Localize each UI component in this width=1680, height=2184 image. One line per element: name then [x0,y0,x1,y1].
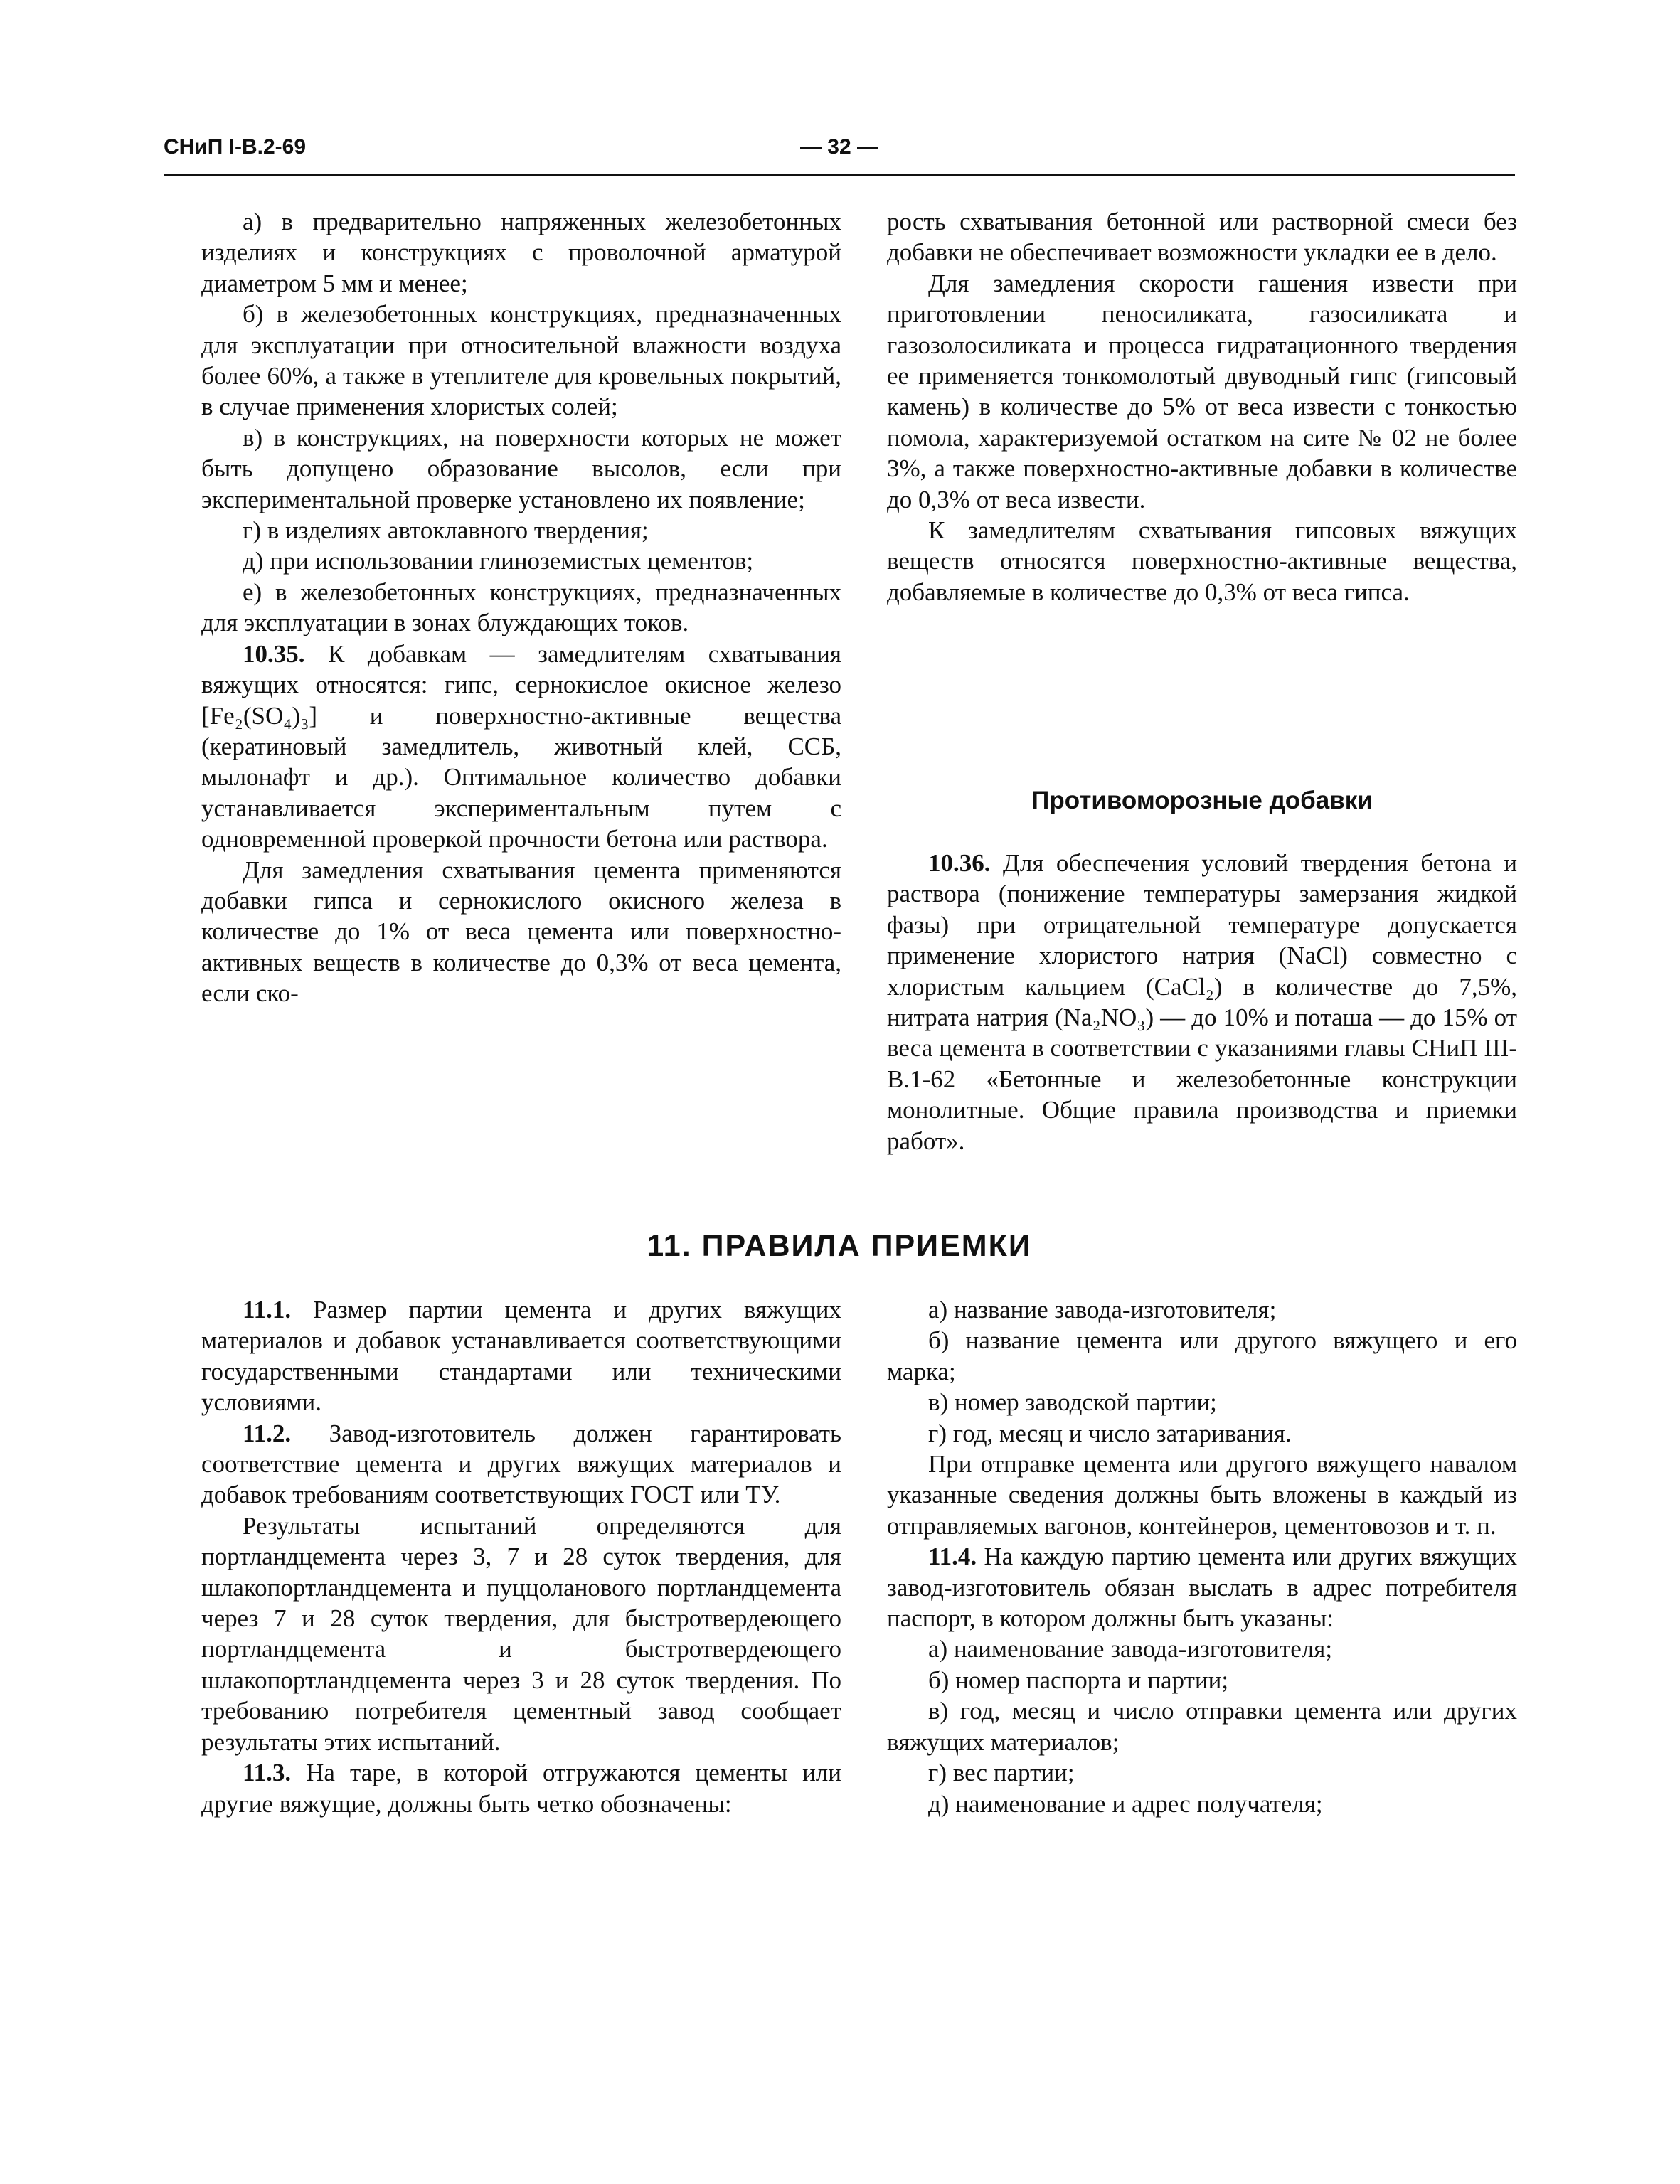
right-column-clause-10-36 [887,848,1517,1156]
clause-number: 11.3. [243,1759,292,1787]
clause-10-35 [201,639,841,855]
list-item: а) наименование завода-изготовителя; [928,1635,1333,1663]
list-item: б) в железобетонных конструкциях, предназначенных для эксплуатации при относительной влажности воздуха более 60%, а также в утеплителе для кровельных покрытий, в случае применения хлористых солей; [201,300,841,421]
clause-10-36 [887,848,1517,1156]
clause-text: К добавкам — замедлителям схватывания вяжущих относятся: гипс, сернокислое окисное железо [Fe₂(SO₄)₃] и поверхностно-активные вещества (кератиновый замедлитель, животный клей, ССБ, мылонафт и др.). Оптимальное количество добавки устанавливается экспериментальным путем с одновременной проверкой прочности бетона или раствора. [201,639,842,853]
clause-number: 10.35. [243,639,305,668]
clause-number: 11.1. [243,1296,292,1323]
paragraph: Для замедления схватывания цемента применяются добавки гипса и сернокислого окисного железа в количестве до 1% от веса цемента или поверхностно-активных веществ в количестве до 0,3% от веса цемента, если ско- [201,856,841,1008]
clause-11-3 [201,1757,841,1819]
section-title: 11. ПРАВИЛА ПРИЕМКИ [647,1229,1032,1263]
clause-11-1 [201,1294,841,1418]
paragraph: Для замедления скорости гашения извести при приготовлении пеносиликата, газосиликата и газозолосиликата и процесса гидратационного твердения ее применяется тонкомолотый двуводный гипс (гипсовый камень) в количестве до 5% от веса извести с тонкостью помола, характеризуемой остатком на сите № 02 не более 3%, а также поверхностно-активные добавки в количестве до 0,3% от веса извести. [887,269,1517,513]
subheading: Противоморозные добавки [1031,787,1373,814]
clause-text: На каждую партию цемента или других вяжущих завод-изготовитель обязан выслать в адрес потребителя паспорт, в котором должны быть указаны: [887,1543,1517,1633]
header-rule [164,174,1515,176]
list-item: в) в конструкциях, на поверхности которых не может быть допущено образование высолов, если при экспериментальной проверке установлено их появление; [201,423,841,513]
list-item: д) при использовании глиноземистых цементов; [243,547,754,575]
list-item: е) в железобетонных конструкциях, предназначенных для эксплуатации в зонах блуждающих токов. [201,577,841,637]
clause-text: Для обеспечения условий твердения бетона и раствора (понижение температуры замерзания жидкой фазы) при отрицательной температуре допускается применение хлористого натрия (NaCl) совместно с хлористым кальцием (CaCl₂) в количестве до 7,5%, нитрата натрия (Na₂NO₃) — до 10% и поташа — до 15% от веса цемента в соответствии с указаниями главы СНиП III-В.1-62 «Бетонные и железобетонные конструкции монолитные. Общие правила производства и приемки работ». [887,849,1517,1155]
left-column-top [201,206,841,1009]
list-item: г) год, месяц и число затаривания. [928,1419,1292,1447]
list-item: г) вес партии; [928,1759,1075,1787]
list-item: б) номер паспорта и партии; [928,1666,1229,1694]
clause-11-4 [887,1541,1517,1634]
list-item: в) номер заводской партии; [928,1388,1217,1417]
paragraph: Результаты испытаний определяются для портландцемента через 3, 7 и 28 суток твердения, для шлакопортландцемента и пуццоланового портландцемента через 7 и 28 суток твердения, для быстротвердеющего портландцемента и быстротвердеющего шлакопортландцемента через 3 и 28 суток твердения. По требованию потребителя цементный завод сообщает результаты этих испытаний. [201,1511,841,1756]
list-item: б) название цемента или другого вяжущего и его марка; [887,1326,1517,1385]
clause-number: 11.2. [243,1419,292,1447]
page-header [164,135,1515,171]
clause-text: Завод-изготовитель должен гарантировать соответствие цемента и других вяжущих материалов и добавок требованиям соответствующих ГОСТ или ТУ. [201,1419,842,1509]
document-code: СНиП I-В.2-69 [164,135,307,159]
clause-11-2 [201,1418,841,1511]
page-number: — 32 — [799,135,879,159]
list-item: д) наименование и адрес получателя; [928,1789,1323,1818]
paragraph: рость схватывания бетонной или растворной смеси без добавки не обеспечивает возможности укладки ее в дело. [887,208,1517,267]
right-column-bottom [887,1294,1517,1819]
clause-number: 11.4. [928,1543,977,1571]
left-column-bottom [201,1294,841,1819]
list-item: а) название завода-изготовителя; [928,1296,1277,1323]
list-item: а) в предварительно напряженных железобетонных изделиях и конструкциях с проволочной арматурой диаметром 5 мм и менее; [201,208,841,297]
clause-number: 10.36. [928,849,991,877]
list-item: г) в изделиях автоклавного твердения; [243,516,649,545]
right-column-top [887,206,1517,607]
clause-text: На таре, в которой отгружаются цементы или другие вяжущие, должны быть четко обозначены: [201,1759,842,1818]
clause-text: Размер партии цемента и других вяжущих материалов и добавок устанавливается соответствующими государственными стандартами или техническими условиями. [201,1296,841,1417]
paragraph: При отправке цемента или другого вяжущего навалом указанные сведения должны быть вложены в каждый из отправляемых вагонов, контейнеров, цементовозов и т. п. [887,1450,1517,1540]
paragraph: К замедлителям схватывания гипсовых вяжущих веществ относятся поверхностно-активные вещества, добавляемые в количестве до 0,3% от веса гипса. [887,516,1517,606]
list-item: в) год, месяц и число отправки цемента или других вяжущих материалов; [887,1697,1517,1756]
